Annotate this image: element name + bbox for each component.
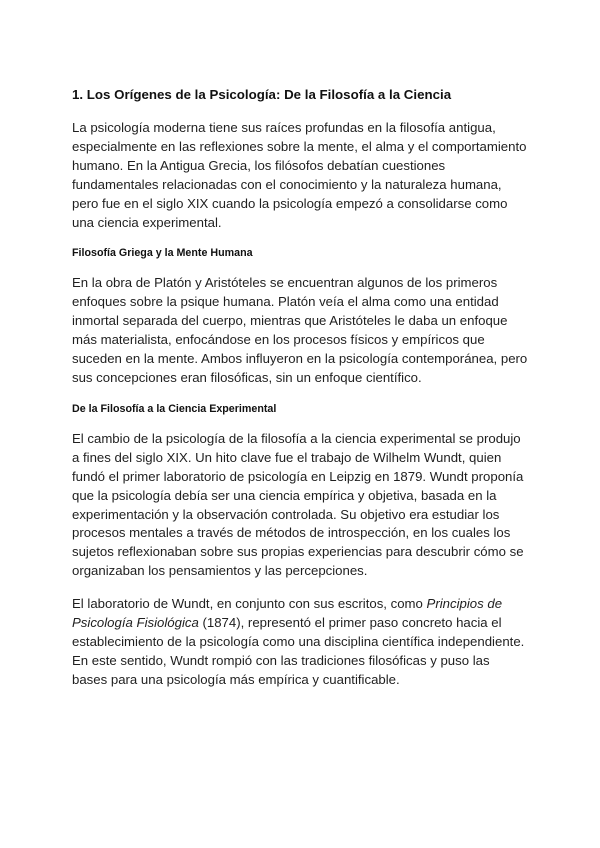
- greek-philosophy-paragraph: En la obra de Platón y Aristóteles se encuentran algunos de los primeros enfoques sobre la psique humana. Platón veía el alma como una entidad inmortal separada del cuerpo, mientras que Aristóteles le daba un enfoque más materialista, enfocándose en los procesos físicos y empíricos que suceden en la mente. Ambos influyeron en la psicología contemporánea, pero sus concepciones eran filosóficas, sin un enfoque científico.: [72, 275, 528, 385]
- section-heading-experimental-science: De la Filosofía a la Ciencia Experimental: [72, 402, 277, 415]
- experimental-science-paragraph: El cambio de la psicología de la filosofía a la ciencia experimental se produjo a fines del siglo XIX. Un hito clave fue el trabajo de Wilhelm Wundt, quien fundó el primer laboratorio de psicología en Leipzig en 1879. Wundt proponía que la psicología debía ser una ciencia empírica y objetiva, basada en la experimentación y la observación controlada. Su objetivo era estudiar los procesos mentales a través de métodos de introspección, en los cuales los sujetos reflexionaban sobre sus propias experiencias para descubrir cómo se organizaban los pensamientos y las percepciones.: [72, 430, 524, 579]
- intro-paragraph: La psicología moderna tiene sus raíces profundas en la filosofía antigua, especialmente en las reflexiones sobre la mente, el alma y el comportamiento humano. En la Antigua Grecia, los filósofos debatían cuestiones fundamentales relacionadas con el conocimiento y la naturaleza humana, pero fue en el siglo XIX cuando la psicología empezó a consolidarse como una ciencia experimental.: [72, 120, 527, 230]
- document-title: 1. Los Orígenes de la Psicología: De la Filosofía a la Ciencia: [72, 87, 452, 102]
- wundt-laboratory-paragraph: [72, 595, 528, 690]
- paragraph-text-start: El laboratorio de Wundt, en conjunto con sus escritos, como: [72, 596, 427, 612]
- section-heading-greek-philosophy: Filosofía Griega y la Mente Humana: [72, 247, 253, 260]
- paragraph-text-end: (1874), representó el primer paso concreto hacia el establecimiento de la psicología como una disciplina científica independiente. En este sentido, Wundt rompió con las tradiciones filosóficas y puso las bases para una psicología más empírica y cuantificable.: [72, 615, 525, 687]
- book-title: Principios de Psicología Fisiológica: [72, 596, 503, 631]
- document-page: [72, 86, 528, 704]
